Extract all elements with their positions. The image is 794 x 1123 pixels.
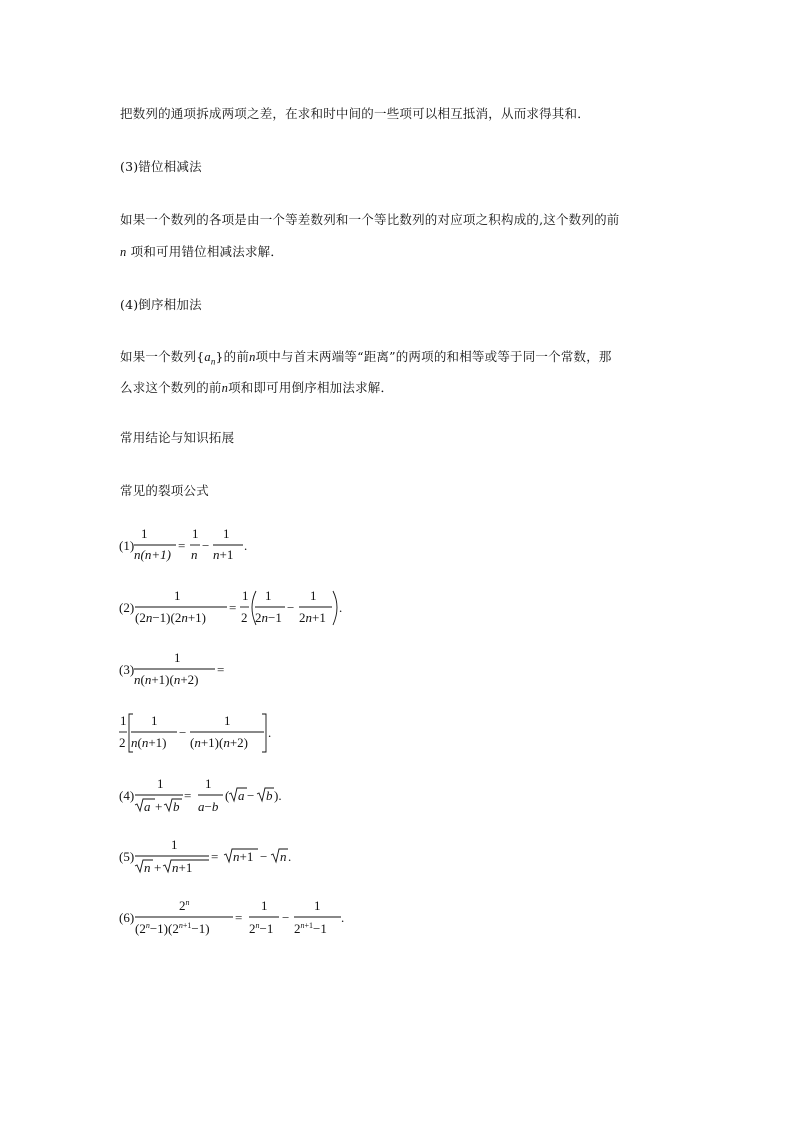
paragraph-dislocation-line1: 如果一个数列的各项是由一个等差数列和一个等比数列的对应项之积构成的,这个数列的前 bbox=[120, 212, 620, 227]
svg-text:−: − bbox=[179, 725, 187, 740]
svg-text:1: 1 bbox=[261, 898, 268, 913]
paragraph-text: 如果一个数列{ bbox=[120, 349, 205, 364]
svg-text:n: n bbox=[144, 860, 151, 875]
formula-4 bbox=[119, 774, 319, 820]
formula-label: (5) bbox=[119, 849, 135, 864]
variable-n: n bbox=[249, 350, 256, 364]
svg-text:.: . bbox=[288, 849, 292, 864]
svg-text:2n−1: $2^n-1$ bbox=[249, 921, 274, 936]
svg-text:b: b bbox=[173, 799, 180, 814]
formula-2-svg bbox=[119, 585, 379, 633]
svg-text:=: = bbox=[229, 600, 237, 615]
svg-text:2n−1: 2n−1 bbox=[255, 610, 282, 625]
svg-text:1: 1 bbox=[242, 588, 249, 603]
formula-4-svg bbox=[119, 774, 319, 820]
svg-text:=: = bbox=[217, 662, 225, 677]
svg-text:2n+1: 2n+1 bbox=[299, 610, 326, 625]
svg-text:.: . bbox=[339, 600, 343, 615]
svg-text:=: = bbox=[235, 910, 243, 925]
svg-text:1: 1 bbox=[120, 713, 127, 728]
svg-text:−: − bbox=[202, 538, 210, 553]
denominator: n(n+1) bbox=[134, 547, 171, 562]
svg-text:(2n−1)(2n+1−1): $(2^n-1)(2^{n+1}-1)$ bbox=[135, 921, 210, 936]
svg-text:n: n bbox=[191, 547, 198, 562]
paragraph-reverse-line2 bbox=[120, 378, 393, 396]
svg-text:2: 2 bbox=[119, 735, 126, 750]
subscript-n: n bbox=[210, 356, 216, 367]
svg-text:).: ). bbox=[274, 788, 282, 803]
paragraph-reverse-line1 bbox=[120, 347, 612, 367]
formula-6 bbox=[119, 896, 359, 942]
svg-text:n+1: n+1 bbox=[233, 849, 254, 864]
numerator: 1 bbox=[141, 526, 148, 541]
paragraph-text: 项和可用错位相减法求解． bbox=[130, 244, 284, 259]
svg-text:=: = bbox=[178, 538, 186, 553]
svg-text:(: ( bbox=[225, 788, 230, 803]
svg-text:1: 1 bbox=[171, 837, 178, 852]
formula-3 bbox=[119, 648, 319, 692]
formula-2 bbox=[119, 585, 379, 633]
svg-text:2n: 2$^n$ bbox=[179, 898, 190, 913]
formula-label: (4) bbox=[119, 788, 135, 803]
svg-text:a: a bbox=[238, 788, 245, 803]
paragraph-dislocation-line2 bbox=[120, 242, 283, 260]
svg-text:a: a bbox=[144, 799, 151, 814]
formula-3-continued-svg bbox=[119, 710, 319, 758]
svg-text:1: 1 bbox=[157, 776, 164, 791]
formula-5-svg bbox=[119, 835, 319, 881]
heading-dislocation-subtraction: (3)错位相减法 bbox=[120, 159, 202, 174]
formula-3-continued bbox=[119, 710, 319, 758]
svg-text:1: 1 bbox=[265, 588, 272, 603]
formula-label: (6) bbox=[119, 910, 135, 925]
formula-label: (2) bbox=[119, 600, 135, 615]
svg-text:(n+1)(n+2): (n+1)(n+2) bbox=[190, 735, 249, 750]
variable-a: a bbox=[204, 350, 211, 364]
formula-1 bbox=[119, 522, 279, 566]
svg-text:−: − bbox=[260, 849, 268, 864]
heading-reverse-order-addition: (4)倒序相加法 bbox=[120, 297, 202, 312]
svg-text:1: 1 bbox=[151, 713, 158, 728]
variable-n: n bbox=[221, 381, 229, 395]
paragraph-text: 项中与首末两端等“距离”的两项的和相等或等于同一个常数，那 bbox=[255, 349, 612, 364]
formula-5 bbox=[119, 835, 319, 881]
svg-text:n+1: n+1 bbox=[172, 860, 193, 875]
svg-text:.: . bbox=[244, 538, 248, 553]
formula-3-svg bbox=[119, 648, 319, 692]
svg-text:1: 1 bbox=[224, 713, 231, 728]
conclusion-title: 常用结论与知识拓展 bbox=[120, 430, 235, 445]
formula-label: (3) bbox=[119, 662, 135, 677]
paragraph-text: 么求这个数列的前 bbox=[120, 380, 222, 395]
svg-text:−: − bbox=[282, 910, 290, 925]
svg-text:n(n+1)(n+2): n(n+1)(n+2) bbox=[134, 672, 199, 687]
svg-text:1: 1 bbox=[174, 588, 181, 603]
svg-text:+: + bbox=[154, 860, 162, 875]
svg-text:.: . bbox=[268, 725, 272, 740]
svg-text:1: 1 bbox=[223, 526, 230, 541]
paragraph-text: }的前 bbox=[215, 349, 250, 364]
svg-text:=: = bbox=[184, 788, 192, 803]
svg-text:.: . bbox=[341, 910, 345, 925]
svg-text:=: = bbox=[211, 849, 219, 864]
formula-6-svg bbox=[119, 896, 359, 942]
svg-text:−: − bbox=[287, 600, 295, 615]
svg-text:n: n bbox=[280, 849, 287, 864]
svg-text:n(n+1): n(n+1) bbox=[131, 735, 167, 750]
svg-text:2n+1−1: $2^{n+1}-1$ bbox=[294, 921, 327, 936]
formula-label: (1) bbox=[119, 538, 135, 553]
variable-n: n bbox=[120, 245, 127, 259]
svg-text:a−b: a−b bbox=[198, 799, 219, 814]
svg-text:1: 1 bbox=[205, 776, 212, 791]
svg-text:b: b bbox=[266, 788, 273, 803]
svg-text:2: 2 bbox=[241, 610, 248, 625]
svg-text:1: 1 bbox=[192, 526, 199, 541]
svg-text:(2n−1)(2n+1): (2n−1)(2n+1) bbox=[135, 610, 207, 625]
formula-1-svg bbox=[119, 522, 279, 566]
svg-text:1: 1 bbox=[314, 898, 321, 913]
paragraph-text: 项和即可用倒序相加法求解． bbox=[228, 380, 394, 395]
formula-title: 常见的裂项公式 bbox=[120, 483, 209, 498]
svg-text:1: 1 bbox=[310, 588, 317, 603]
svg-text:−: − bbox=[247, 788, 255, 803]
paragraph-split-terms: 把数列的通项拆成两项之差，在求和时中间的一些项可以相互抵消，从而求得其和． bbox=[120, 106, 590, 121]
svg-text:1: 1 bbox=[174, 650, 181, 665]
svg-text:+: + bbox=[155, 799, 163, 814]
svg-text:n+1: n+1 bbox=[213, 547, 234, 562]
